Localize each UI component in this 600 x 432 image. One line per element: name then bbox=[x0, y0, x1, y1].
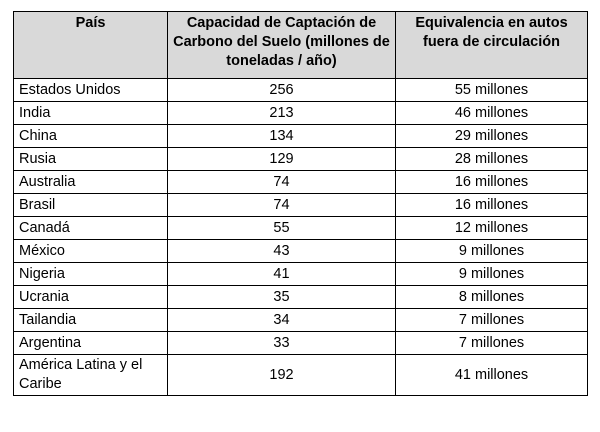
table-row bbox=[14, 263, 588, 286]
cell-country: México bbox=[14, 240, 168, 263]
header-equivalence: Equivalencia en autos fuera de circulación bbox=[396, 12, 588, 79]
cell-country: India bbox=[14, 102, 168, 125]
header-country: País bbox=[14, 12, 168, 79]
cell-capacity: 134 bbox=[168, 125, 396, 148]
cell-equivalence: 41 millones bbox=[396, 355, 588, 396]
table-row bbox=[14, 355, 588, 396]
cell-country: Brasil bbox=[14, 194, 168, 217]
cell-capacity: 35 bbox=[168, 286, 396, 309]
cell-country: Rusia bbox=[14, 148, 168, 171]
cell-equivalence: 46 millones bbox=[396, 102, 588, 125]
cell-equivalence: 16 millones bbox=[396, 194, 588, 217]
cell-country: América Latina y el Caribe bbox=[14, 355, 168, 396]
cell-capacity: 256 bbox=[168, 79, 396, 102]
table-row bbox=[14, 309, 588, 332]
table-row bbox=[14, 125, 588, 148]
cell-capacity: 213 bbox=[168, 102, 396, 125]
table-row bbox=[14, 171, 588, 194]
cell-equivalence: 12 millones bbox=[396, 217, 588, 240]
cell-country: Estados Unidos bbox=[14, 79, 168, 102]
cell-equivalence: 7 millones bbox=[396, 309, 588, 332]
cell-country: Ucrania bbox=[14, 286, 168, 309]
table-row bbox=[14, 240, 588, 263]
table-row bbox=[14, 194, 588, 217]
cell-equivalence: 16 millones bbox=[396, 171, 588, 194]
soil-carbon-table bbox=[13, 11, 588, 396]
cell-equivalence: 55 millones bbox=[396, 79, 588, 102]
cell-capacity: 55 bbox=[168, 217, 396, 240]
cell-capacity: 192 bbox=[168, 355, 396, 396]
table-row bbox=[14, 217, 588, 240]
table-row bbox=[14, 79, 588, 102]
cell-country: Canadá bbox=[14, 217, 168, 240]
cell-equivalence: 7 millones bbox=[396, 332, 588, 355]
cell-capacity: 74 bbox=[168, 171, 396, 194]
table-row bbox=[14, 148, 588, 171]
cell-capacity: 41 bbox=[168, 263, 396, 286]
cell-equivalence: 9 millones bbox=[396, 240, 588, 263]
table-row bbox=[14, 286, 588, 309]
table-header-row bbox=[14, 12, 588, 79]
cell-capacity: 33 bbox=[168, 332, 396, 355]
cell-equivalence: 29 millones bbox=[396, 125, 588, 148]
cell-equivalence: 8 millones bbox=[396, 286, 588, 309]
cell-country: Australia bbox=[14, 171, 168, 194]
cell-capacity: 43 bbox=[168, 240, 396, 263]
header-capacity: Capacidad de Captación de Carbono del Suelo (millones de toneladas / año) bbox=[168, 12, 396, 79]
cell-equivalence: 28 millones bbox=[396, 148, 588, 171]
cell-capacity: 34 bbox=[168, 309, 396, 332]
cell-capacity: 74 bbox=[168, 194, 396, 217]
cell-country: Tailandia bbox=[14, 309, 168, 332]
cell-capacity: 129 bbox=[168, 148, 396, 171]
table-row bbox=[14, 332, 588, 355]
table-row bbox=[14, 102, 588, 125]
cell-country: China bbox=[14, 125, 168, 148]
cell-equivalence: 9 millones bbox=[396, 263, 588, 286]
cell-country: Argentina bbox=[14, 332, 168, 355]
cell-country: Nigeria bbox=[14, 263, 168, 286]
